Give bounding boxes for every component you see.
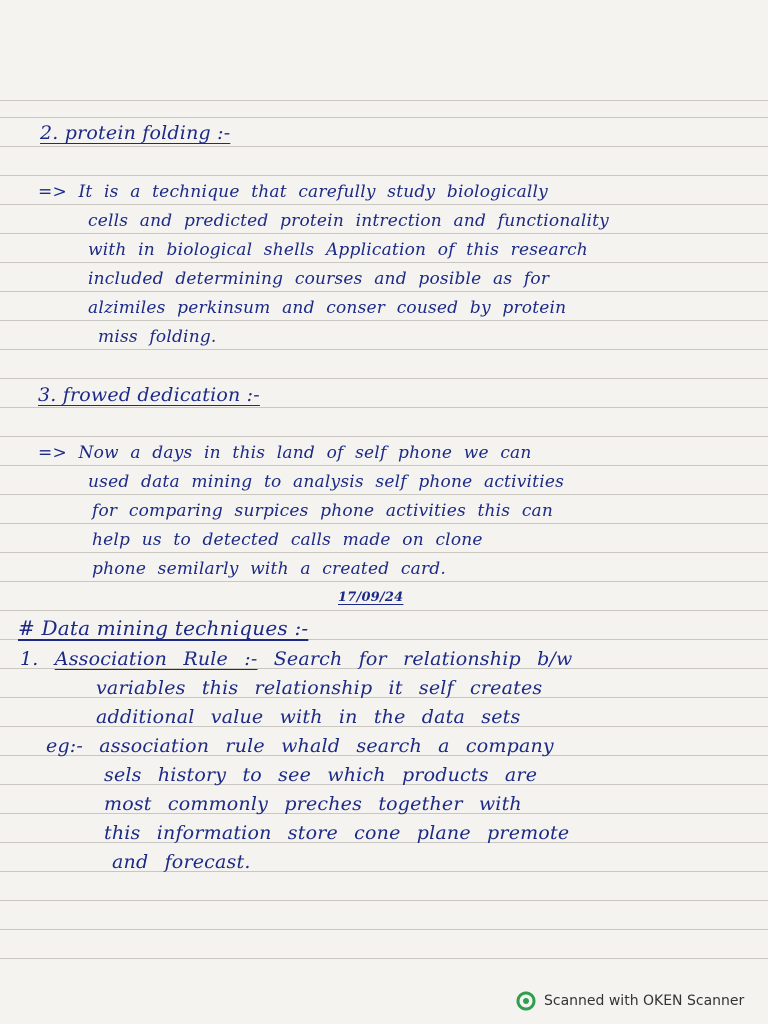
text-line: phone semilarly with a created card. <box>92 559 446 579</box>
text-line: this information store cone plane premote <box>104 822 570 844</box>
oken-scanner-logo-icon <box>516 991 536 1011</box>
text-line: for comparing surpices phone activities this can <box>92 501 554 521</box>
text-line: => Now a days in this land of self phone we can <box>38 443 532 463</box>
entry-date: 17/09/24 <box>338 590 404 605</box>
top-margin <box>0 0 768 100</box>
text-line: eg:- association rule whald search a company <box>46 735 554 757</box>
top-margin-rule <box>0 100 768 101</box>
text-line: included determining courses and posible as for <box>88 269 550 289</box>
text-line: most commonly preches together with <box>104 793 522 815</box>
text-span: Search for relationship b/w <box>273 648 573 670</box>
section-heading-fraud-detection: 3. frowed dedication :- <box>38 384 260 406</box>
text-line: miss folding. <box>98 327 217 347</box>
item-number: 1. <box>20 648 39 670</box>
scanner-watermark <box>516 990 744 1012</box>
section-heading-protein-folding: 2. protein folding :- <box>40 122 231 144</box>
item-title-association-rule: Association Rule :- <box>54 648 258 670</box>
text-line: additional value with in the data sets <box>96 706 521 728</box>
association-rule-line <box>20 645 573 673</box>
text-line: variables this relationship it self creates <box>96 677 543 699</box>
text-line: used data mining to analysis self phone activities <box>88 472 565 492</box>
text-line: and forecast. <box>112 851 251 873</box>
text-line: => It is a technique that carefully study biologically <box>38 182 548 202</box>
section-heading-data-mining-techniques: # Data mining techniques :- <box>18 616 309 640</box>
text-line: with in biological shells Application of this research <box>88 240 588 260</box>
text-line: sels history to see which products are <box>104 764 538 786</box>
scanner-watermark-text: Scanned with OKEN Scanner <box>544 993 745 1009</box>
text-line: help us to detected calls made on clone <box>92 530 483 550</box>
text-line: alzimiles perkinsum and conser coused by protein <box>88 298 567 318</box>
text-line: cells and predicted protein intrection and functionality <box>88 211 609 231</box>
